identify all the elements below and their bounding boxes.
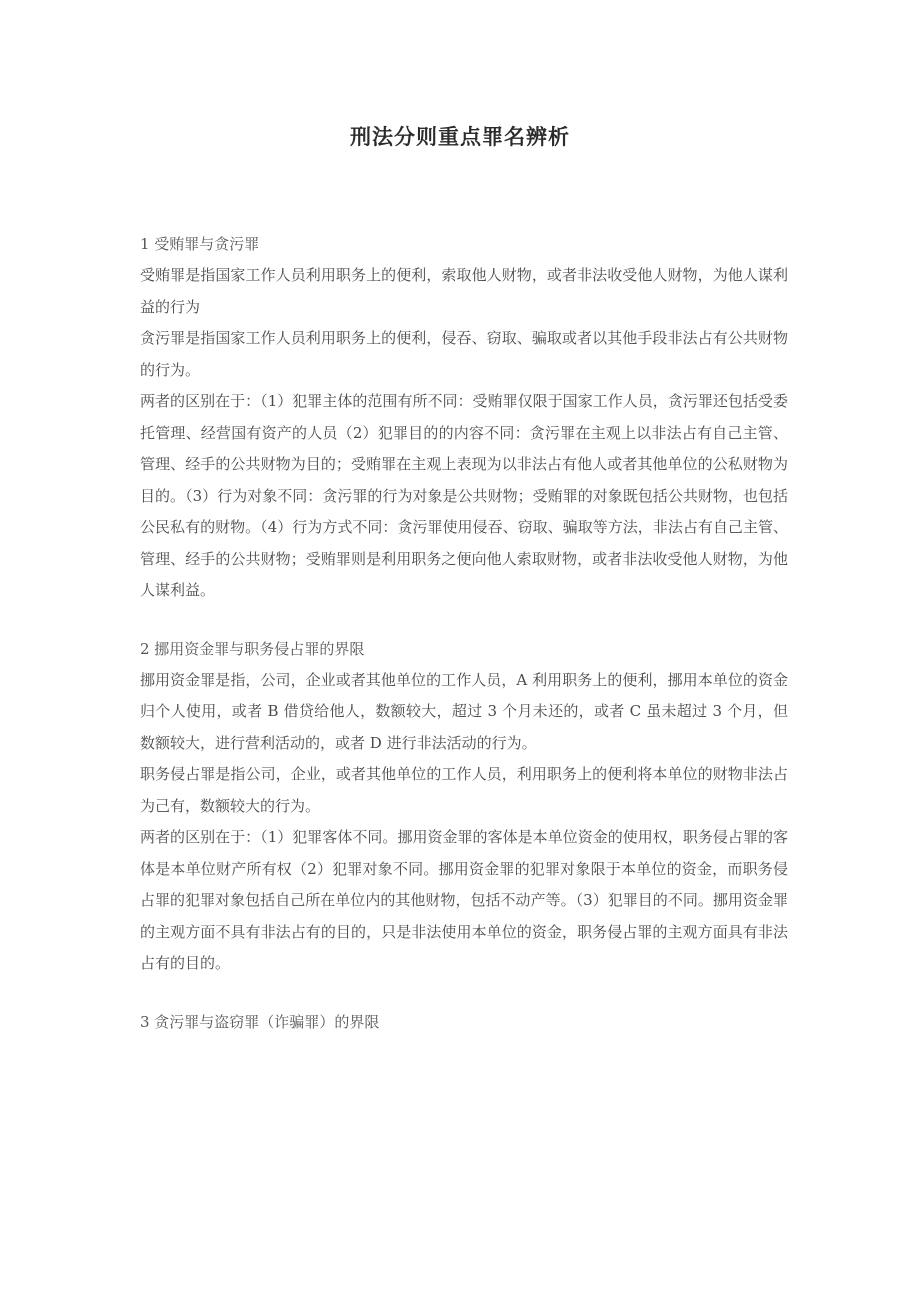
paragraph: 职务侵占罪是指公司，企业，或者其他单位的工作人员，利用职务上的便利将本单位的财物非法占为己有，数额较大的行为。 [140, 765, 788, 815]
section-2 [140, 633, 788, 980]
paragraph: 挪用资金罪是指，公司，企业或者其他单位的工作人员，A 利用职务上的便利，挪用本单位的资金归个人使用，或者 B 借贷给他人，数额较大，超过 3 个月未还的，或者 C 虽未超过 3 个月，但数额较大，进行营利活动的，或者 D 进行非法活动的行为。 [140, 670, 788, 752]
section-heading: 1 受贿罪与贪污罪 [140, 235, 260, 253]
paragraph: 受贿罪是指国家工作人员利用职务上的便利，索取他人财物，或者非法收受他人财物，为他人谋利益的行为 [140, 266, 788, 316]
section-3 [140, 1006, 788, 1038]
section-heading: 3 贪污罪与盗窃罪（诈骗罪）的界限 [140, 1012, 380, 1031]
document-title: 刑法分则重点罪名辨析 [350, 125, 570, 149]
section-1 [140, 228, 788, 607]
paragraph: 贪污罪是指国家工作人员利用职务上的便利，侵吞、窃取、骗取或者以其他手段非法占有公共财物的行为。 [140, 329, 788, 379]
paragraph: 两者的区别在于：（1）犯罪主体的范围有所不同：受贿罪仅限于国家工作人员，贪污罪还包括受委托管理、经营国有资产的人员（2）犯罪目的的内容不同：贪污罪在主观上以非法占有自己主管、管理、经手的公共财物为目的；受贿罪在主观上表现为以非法占有他人或者其他单位的公私财物为目的。（3）行为对象不同：贪污罪的行为对象是公共财物；受贿罪的对象既包括公共财物，也包括公民私有的财物。（4）行为方式不同：贪污罪使用侵吞、窃取、骗取等方法，非法占有自己主管、管理、经手的公共财物；受贿罪则是利用职务之便向他人索取财物，或者非法收受他人财物，为他人谋利益。 [140, 392, 788, 599]
document-body [140, 228, 788, 1064]
paragraph: 两者的区别在于：（1）犯罪客体不同。挪用资金罪的客体是本单位资金的使用权，职务侵占罪的客体是本单位财产所有权（2）犯罪对象不同。挪用资金罪的犯罪对象限于本单位的资金，而职务侵占罪的犯罪对象包括自己所在单位内的其他财物，包括不动产等。（3）犯罪目的不同。挪用资金罪的主观方面不具有非法占有的目的，只是非法使用本单位的资金，职务侵占罪的主观方面具有非法占有的目的。 [140, 828, 788, 972]
section-heading: 2 挪用资金罪与职务侵占罪的界限 [140, 639, 365, 658]
